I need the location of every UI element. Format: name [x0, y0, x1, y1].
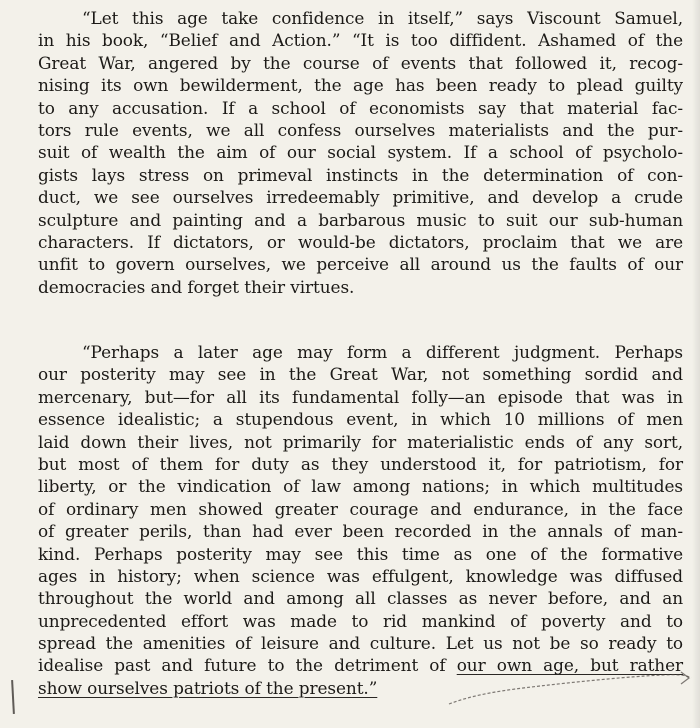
- text-line: spread the amenities of leisure and culture. Let us not be so ready to: [38, 633, 683, 654]
- text-line: “Let this age take confidence in itself,” says Viscount Samuel,: [82, 8, 683, 28]
- page-edge-shadow: [692, 0, 700, 728]
- text-line: laid down their lives, not primarily for materialistic ends of any sort,: [38, 431, 683, 452]
- text-line: our posterity may see in the Great War, not something sordid and: [38, 364, 683, 385]
- text-line: liberty, or the vindication of law among nations; in which multitudes: [38, 476, 683, 497]
- text-line: ages in history; when science was effulgent, knowledge was diffused: [38, 565, 683, 586]
- text-line: democracies and forget their virtues.: [38, 276, 355, 297]
- text-line: gists lays stress on primeval instincts in the determination of con-: [38, 164, 683, 185]
- text-line: duct, we see ourselves irredeemably primitive, and develop a crude: [38, 187, 683, 208]
- paragraph-1: [38, 7, 683, 298]
- text-line: tors rule events, we all confess ourselves materialists and the pur-: [38, 119, 683, 140]
- text-segment: idealise past and future to the detriment of: [38, 655, 457, 676]
- text-line: essence idealistic; a stupendous event, in which 10 millions of men: [38, 409, 683, 430]
- text-line: nising its own bewilderment, the age has been ready to plead guilty: [38, 75, 683, 96]
- paragraph-2: [38, 341, 683, 699]
- text-line: characters. If dictators, or would-be dictators, proclaim that we are: [38, 231, 683, 252]
- text-line: kind. Perhaps posterity may see this time as one of the formative: [38, 543, 683, 564]
- underlined-text: show ourselves patriots of the present.”: [38, 677, 378, 698]
- text-line: in his book, “Belief and Action.” “It is too diffident. Ashamed of the: [38, 30, 683, 51]
- text-line: throughout the world and among all classes as never before, and an: [38, 588, 683, 609]
- text-line: of ordinary men showed greater courage and endurance, in the face: [38, 498, 683, 519]
- text-line: mercenary, but—for all its fundamental folly—an episode that was in: [38, 386, 683, 407]
- text-line: of greater perils, than had ever been recorded in the annals of man-: [38, 521, 683, 542]
- text-line: to any accusation. If a school of economists say that material fac-: [38, 97, 683, 118]
- text-line: unfit to govern ourselves, we perceive all around us the faults of our: [38, 254, 683, 275]
- pencil-scrawl-icon: [445, 664, 695, 714]
- text-line: suit of wealth the aim of our social system. If a school of psycholo-: [38, 142, 683, 163]
- text-line: but most of them for duty as they understood it, for patriotism, for: [38, 453, 683, 474]
- text-line: sculpture and painting and a barbarous music to suit our sub-human: [38, 209, 683, 230]
- underlined-text: our own age, but rather: [456, 655, 683, 676]
- text-line: unprecedented effort was made to rid mankind of poverty and to: [38, 610, 683, 631]
- text-line: Great War, angered by the course of events that followed it, recog-: [38, 52, 683, 73]
- margin-pencil-mark: [11, 680, 15, 714]
- text-line: “Perhaps a later age may form a different judgment. Perhaps: [82, 342, 683, 362]
